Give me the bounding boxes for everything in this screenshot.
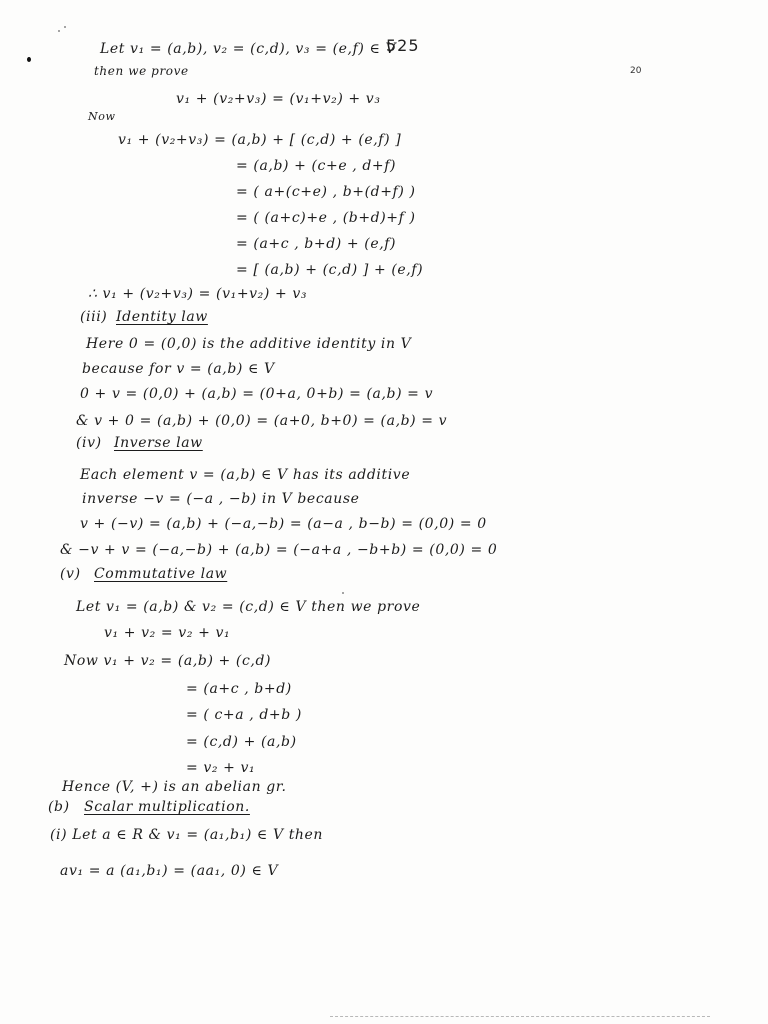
line-commutative-statement: v₁ + v₂ = v₂ + v₁ — [104, 625, 231, 641]
line-now: Now — [88, 110, 116, 123]
line-identity-because: because for v = (a,b) ∈ V — [82, 361, 275, 377]
line-inverse-each: Each element v = (a,b) ∈ V has its additive — [80, 467, 411, 483]
heading-scalar-multiplication: Scalar multiplication. — [84, 799, 250, 815]
heading-inverse-number: (iv) — [76, 435, 102, 451]
line-step-3: = ( a+(c+e) , b+(d+f) ) — [236, 184, 416, 200]
line-scalar-let: (i) Let a ∈ R & v₁ = (a₁,b₁) ∈ V then — [50, 827, 324, 843]
line-step-4: = ( (a+c)+e , (b+d)+f ) — [236, 210, 416, 226]
scan-edge-rule — [330, 1016, 710, 1017]
line-associative-conclusion: ∴ v₁ + (v₂+v₃) = (v₁+v₂) + v₃ — [88, 286, 308, 302]
line-then-we-prove: then we prove — [94, 64, 189, 78]
paper-speck — [64, 26, 66, 28]
line-step-6: = [ (a,b) + (c,d) ] + (e,f) — [236, 262, 424, 278]
line-commutative-let: Let v₁ = (a,b) & v₂ = (c,d) ∈ V then we prove — [76, 599, 421, 615]
line-step-5: = (a+c , b+d) + (e,f) — [236, 236, 397, 252]
heading-commutative-law: Commutative law — [94, 566, 228, 582]
heading-commutative-number: (v) — [60, 566, 81, 582]
line-commutative-step-4: = (c,d) + (a,b) — [186, 734, 297, 750]
page-number: 525 — [386, 36, 420, 55]
line-commutative-step-2: = (a+c , b+d) — [186, 681, 292, 697]
line-identity-left: 0 + v = (0,0) + (a,b) = (0+a, 0+b) = (a,b) = v — [80, 386, 434, 402]
line-identity-right: & v + 0 = (a,b) + (0,0) = (a+0, b+0) = (a,b) = v — [76, 413, 448, 429]
heading-identity-number: (iii) — [80, 309, 108, 325]
line-inverse-left: & −v + v = (−a,−b) + (a,b) = (−a+a , −b+b) = (0,0) = 0 — [60, 542, 498, 558]
line-associative-statement: v₁ + (v₂+v₃) = (v₁+v₂) + v₃ — [176, 91, 381, 107]
margin-mark: 20 — [630, 66, 642, 76]
line-commutative-step-5: = v₂ + v₁ — [186, 760, 256, 776]
line-scalar-result: av₁ = a (a₁,b₁) = (aa₁, 0) ∈ V — [60, 863, 279, 879]
line-identity-here: Here 0 = (0,0) is the additive identity in V — [86, 336, 412, 352]
line-let-vectors: Let v₁ = (a,b), v₂ = (c,d), v₃ = (e,f) ∈ V — [100, 41, 397, 57]
line-commutative-step-3: = ( c+a , d+b ) — [186, 707, 302, 723]
heading-scalar-number: (b) — [48, 799, 70, 815]
line-inverse-def: inverse −v = (−a , −b) in V because — [82, 491, 360, 507]
paper-speck — [342, 592, 344, 594]
line-inverse-right: v + (−v) = (a,b) + (−a,−b) = (a−a , b−b) = (0,0) = 0 — [80, 516, 487, 532]
paper-speck — [58, 30, 60, 32]
heading-inverse-law: Inverse law — [114, 435, 203, 451]
line-abelian-conclusion: Hence (V, +) is an abelian gr. — [62, 779, 287, 795]
line-step-2: = (a,b) + (c+e , d+f) — [236, 158, 397, 174]
line-commutative-step-1: Now v₁ + v₂ = (a,b) + (c,d) — [64, 653, 272, 669]
heading-identity-law: Identity law — [116, 309, 208, 325]
line-step-1: v₁ + (v₂+v₃) = (a,b) + [ (c,d) + (e,f) ] — [118, 132, 402, 148]
margin-dot — [27, 57, 31, 62]
